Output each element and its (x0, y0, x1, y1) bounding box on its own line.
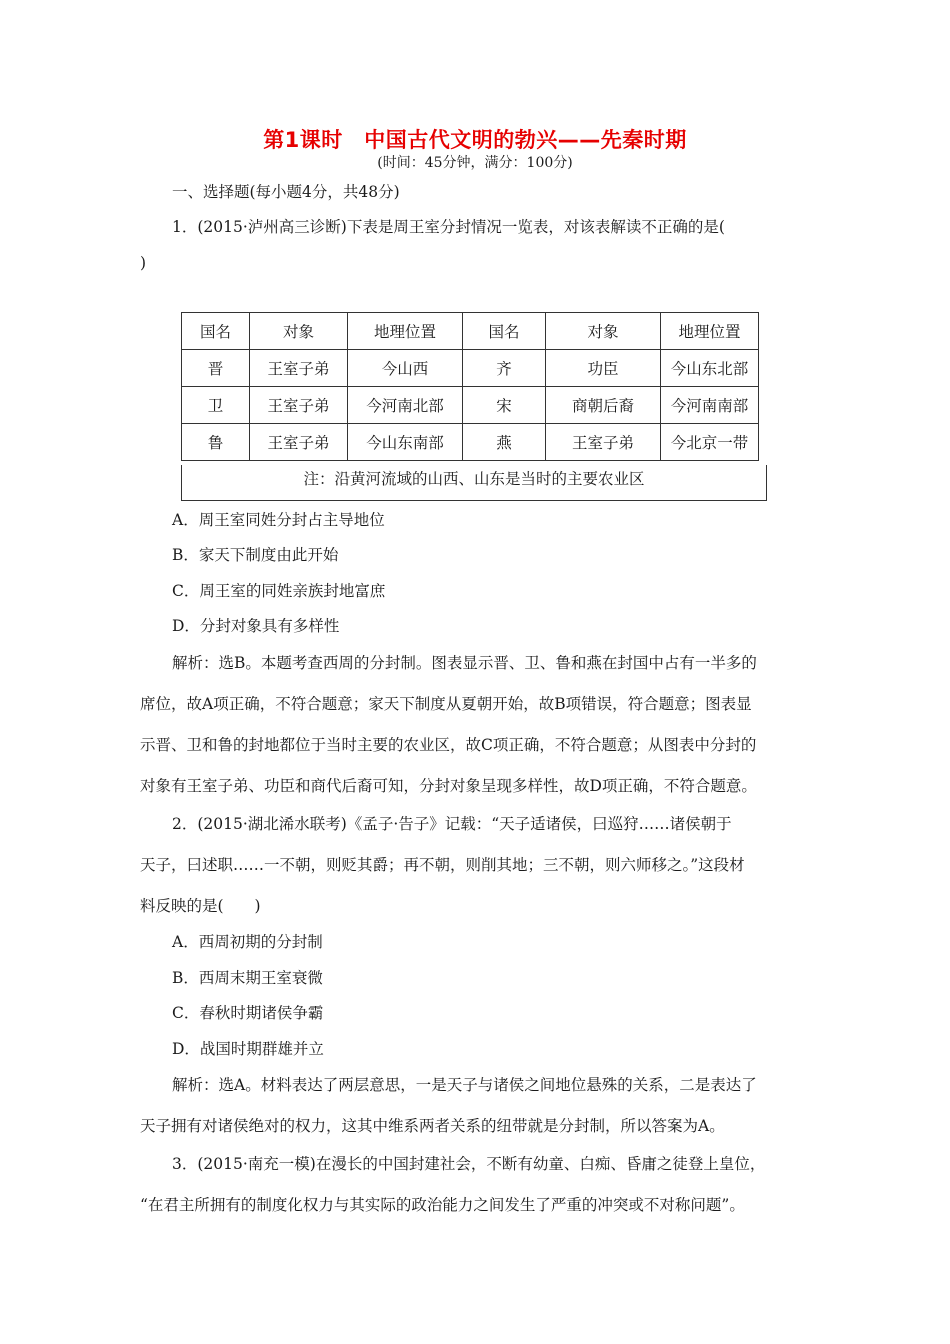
q1-analysis-line: 解析：选B。本题考查西周的分封制。图表显示晋、卫、鲁和燕在封国中占有一半多的 (172, 654, 757, 672)
section-heading: 一、选择题(每小题4分，共48分) (172, 183, 400, 201)
q1-analysis-line: 对象有王室子弟、功臣和商代后裔可知，分封对象呈现多样性，故D项正确，不符合题意。 (140, 777, 757, 795)
table-header-cell: 国名 (182, 313, 250, 350)
q3-stem-line: 3．(2015·南充一模)在漫长的中国封建社会，不断有幼童、白痴、昏庸之徒登上皇位， (172, 1155, 766, 1173)
table-header-cell: 地理位置 (348, 313, 463, 350)
table-cell: 今北京一带 (661, 424, 759, 461)
q1-option-d: D．分封对象具有多样性 (172, 617, 340, 635)
table-cell: 燕 (463, 424, 546, 461)
q2-analysis-line: 解析：选A。材料表达了两层意思，一是天子与诸侯之间地位悬殊的关系，二是表达了 (172, 1076, 757, 1094)
q2-option-a: A．西周初期的分封制 (172, 933, 323, 951)
q1-option-b: B．家天下制度由此开始 (172, 546, 339, 564)
table-row (182, 424, 759, 461)
table-cell: 王室子弟 (250, 424, 348, 461)
table-cell: 今河南南部 (661, 387, 759, 424)
table-cell: 功臣 (546, 350, 661, 387)
table-cell: 今山东北部 (661, 350, 759, 387)
table-cell: 今山东南部 (348, 424, 463, 461)
table-header-row (182, 313, 759, 350)
q1-analysis-line: 席位，故A项正确，不符合题意；家天下制度从夏朝开始，故B项错误，符合题意；图表显 (140, 695, 752, 713)
q3-stem-line: “在君主所拥有的制度化权力与其实际的政治能力之间发生了严重的冲突或不对称问题”。 (140, 1196, 745, 1214)
q1-stem-line-1: 1．(2015·泸州高三诊断)下表是周王室分封情况一览表，对该表解读不正确的是( (172, 218, 725, 236)
q2-stem-line: 料反映的是( ) (140, 897, 261, 915)
q2-stem-line: 天子，曰述职……一不朝，则贬其爵；再不朝，则削其地；三不朝，则六师移之。”这段材 (140, 856, 745, 874)
table-cell: 齐 (463, 350, 546, 387)
table-cell: 王室子弟 (546, 424, 661, 461)
q2-stem-line: 2．(2015·湖北浠水联考)《孟子·告子》记载：“天子适诸侯，曰巡狩……诸侯朝于 (172, 815, 732, 833)
table-cell: 晋 (182, 350, 250, 387)
table-cell: 王室子弟 (250, 387, 348, 424)
q1-option-a: A．周王室同姓分封占主导地位 (172, 511, 385, 529)
q1-stem-line-2: ) (140, 254, 147, 272)
table-cell: 卫 (182, 387, 250, 424)
table-row (182, 350, 759, 387)
table-header-cell: 对象 (250, 313, 348, 350)
q1-option-c: C．周王室的同姓亲族封地富庶 (172, 582, 386, 600)
table-row (182, 387, 759, 424)
q2-option-c: C．春秋时期诸侯争霸 (172, 1004, 324, 1022)
table-header-cell: 对象 (546, 313, 661, 350)
q1-analysis-line: 示晋、卫和鲁的封地都位于当时主要的农业区，故C项正确，不符合题意；从图表中分封的 (140, 736, 757, 754)
page-subtitle: (时间：45分钟，满分：100分) (377, 155, 573, 171)
table-cell: 鲁 (182, 424, 250, 461)
page-title: 第1课时 中国古代文明的勃兴——先秦时期 (263, 128, 687, 152)
q2-option-b: B．西周末期王室衰微 (172, 969, 323, 987)
q2-option-d: D．战国时期群雄并立 (172, 1040, 324, 1058)
q2-analysis-line: 天子拥有对诸侯绝对的权力，这其中维系两者关系的纽带就是分封制，所以答案为A。 (140, 1117, 725, 1135)
table-cell: 宋 (463, 387, 546, 424)
fief-table (181, 312, 759, 461)
table-header-cell: 国名 (463, 313, 546, 350)
table-cell: 商朝后裔 (546, 387, 661, 424)
table-cell: 今河南北部 (348, 387, 463, 424)
table-cell: 王室子弟 (250, 350, 348, 387)
table-note: 注：沿黄河流域的山西、山东是当时的主要农业区 (181, 465, 767, 501)
table-header-cell: 地理位置 (661, 313, 759, 350)
table-cell: 今山西 (348, 350, 463, 387)
